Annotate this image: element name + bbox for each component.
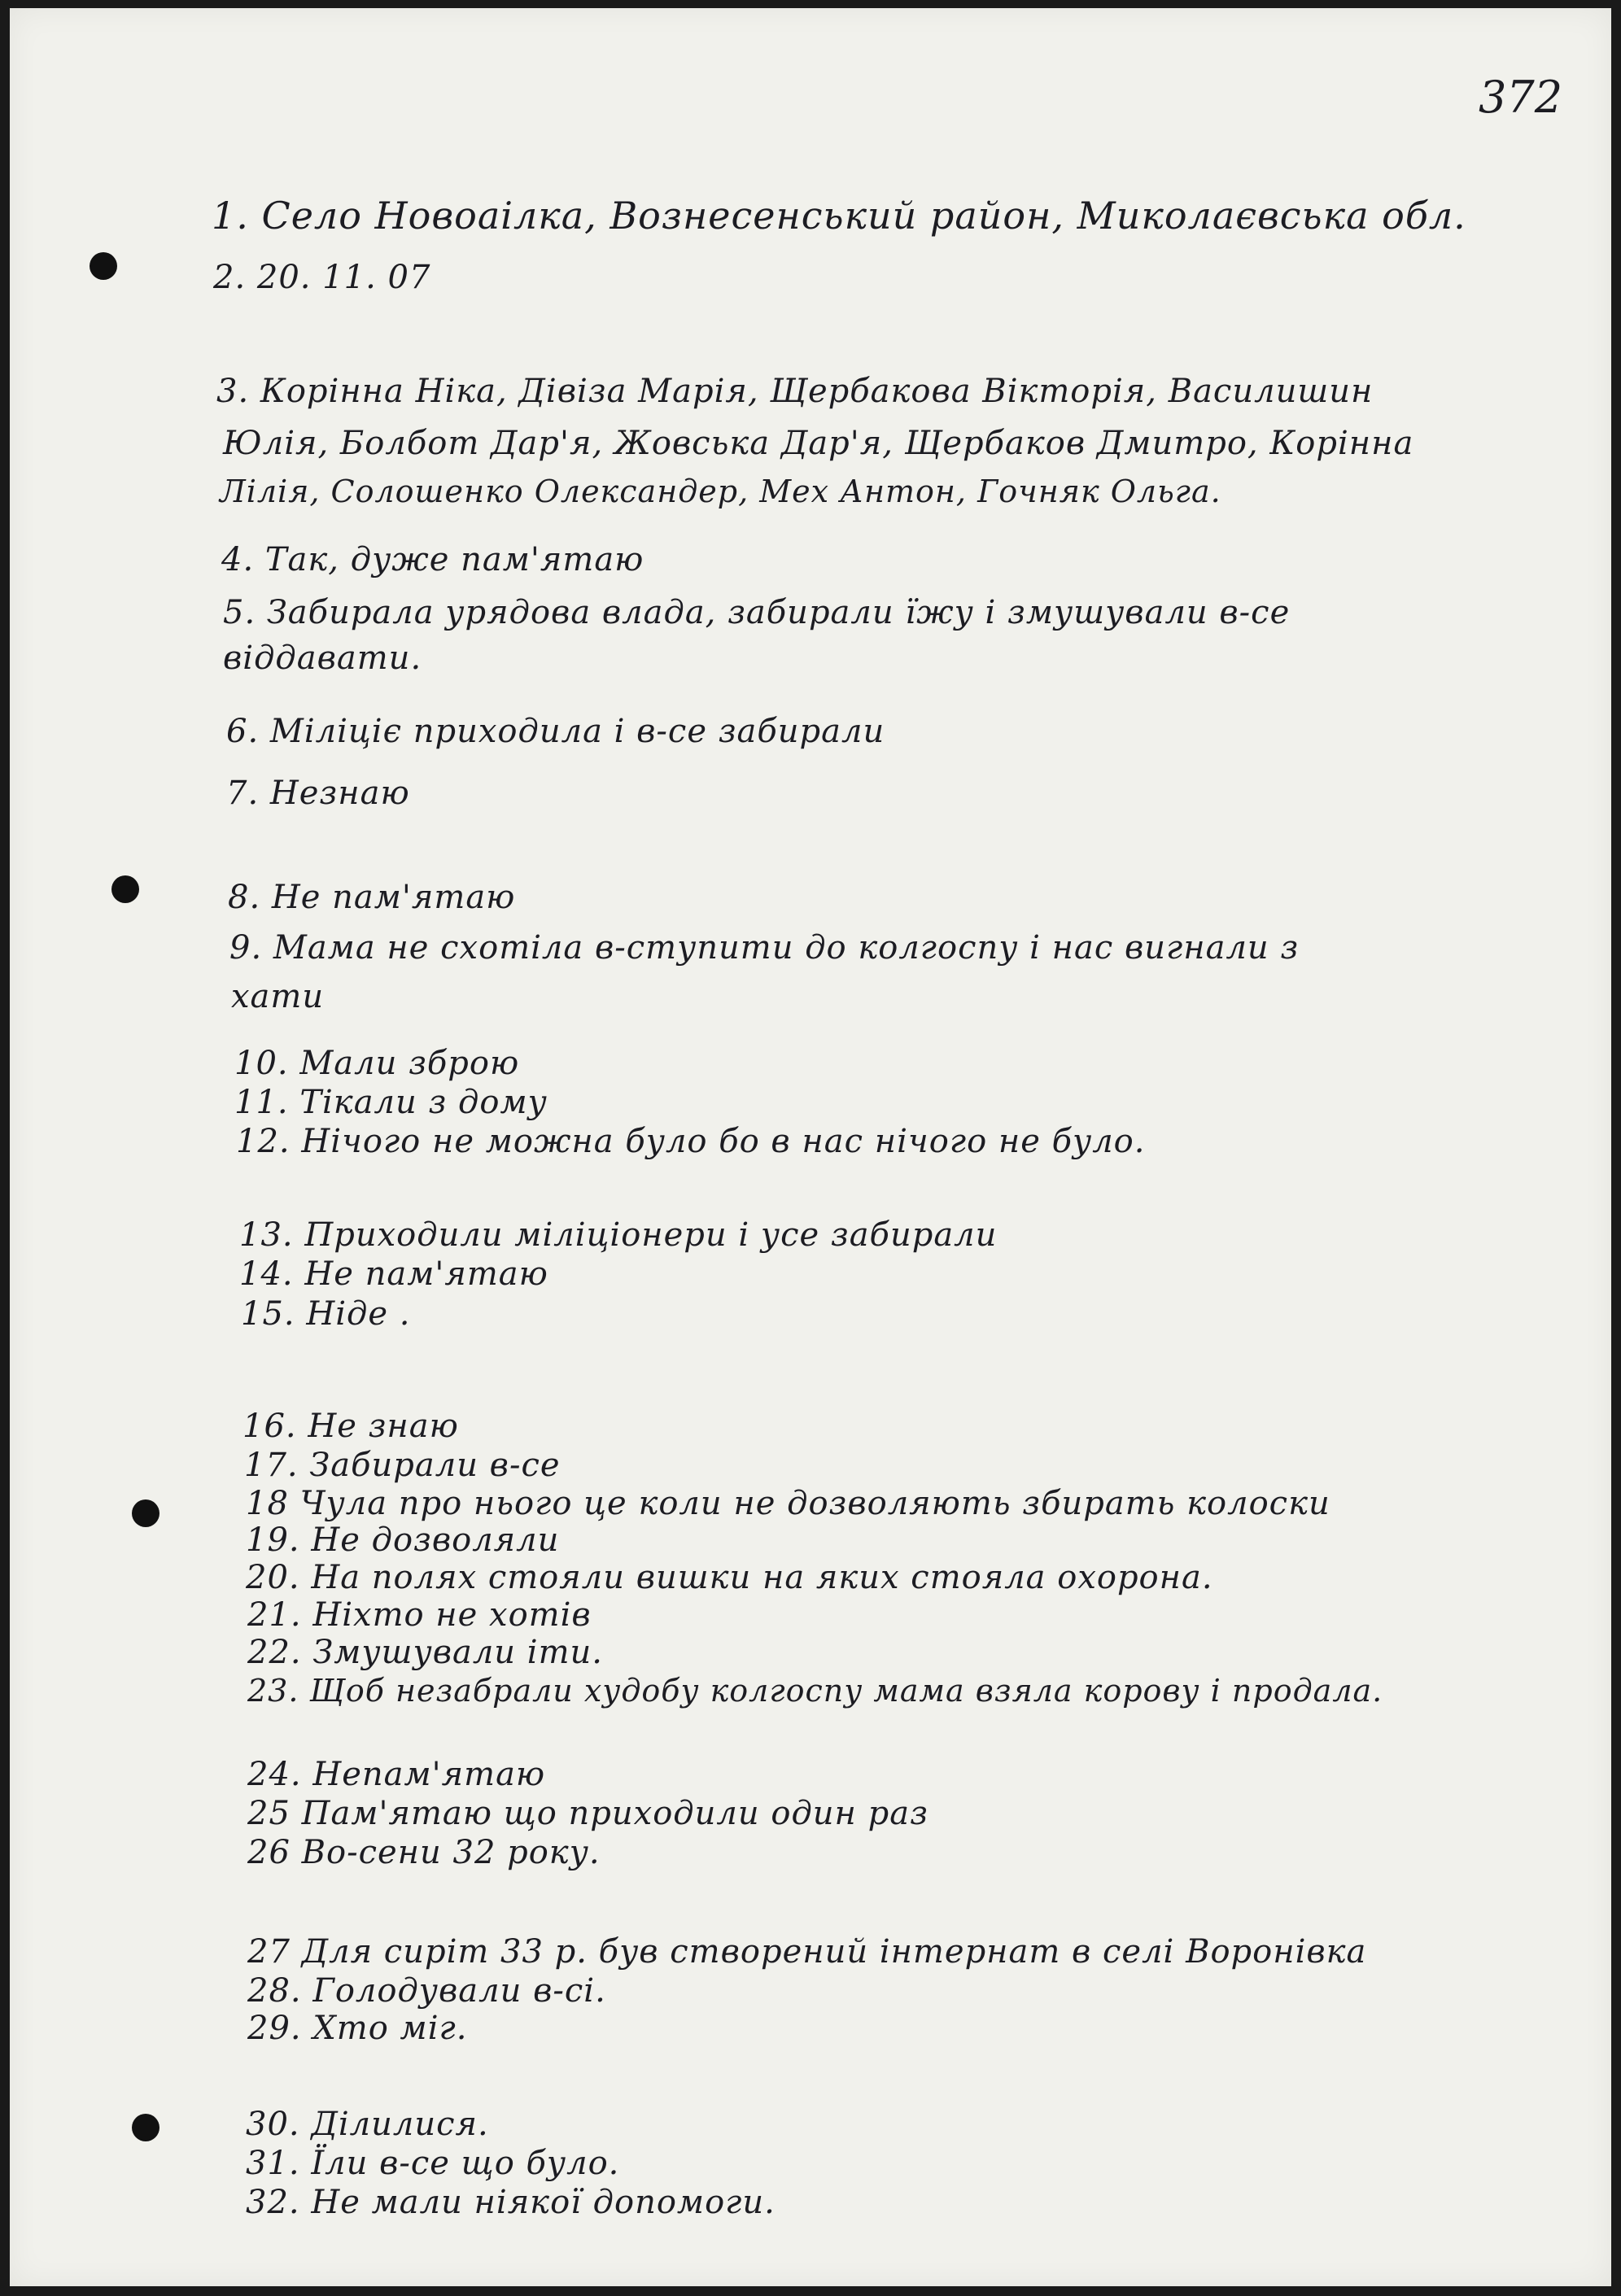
answer-line: 10. Мали зброю: [234, 1045, 520, 1082]
page-number: 372: [1479, 72, 1563, 123]
answer-line: 7. Незнаю: [226, 775, 410, 812]
answer-line: 13. Приходили міліціонери і усе забирали: [239, 1216, 998, 1254]
answer-line: 2. 20. 11. 07: [213, 259, 431, 296]
answer-line: 8. Не пам'ятаю: [228, 879, 516, 916]
answer-line: 15. Ніде .: [241, 1295, 411, 1333]
answer-line: 22. Змушували іти.: [247, 1634, 603, 1671]
answer-line: 19. Не дозволяли: [246, 1521, 560, 1559]
answer-line: 29. Хто міг.: [247, 2010, 468, 2047]
answer-line: Юлія, Болбот Дар'я, Жовська Дар'я, Щербаков Дмитро, Корінна: [223, 425, 1414, 462]
punch-hole: [132, 1499, 159, 1527]
answer-line: 1. Село Новоаілка, Вознесенський район, Миколаєвська обл.: [212, 194, 1466, 238]
answer-line: 17. Забирали в-се: [244, 1447, 561, 1484]
answer-line: 14. Не пам'ятаю: [239, 1255, 548, 1293]
answer-line: 6. Міліціє приходила і в-се забирали: [226, 713, 885, 750]
punch-hole: [90, 252, 117, 280]
answer-line: 23. Щоб незабрали худобу колгоспу мама взяла корову і продала.: [247, 1673, 1383, 1709]
answer-line: 20. На полях стояли вишки на яких стояла охорона.: [246, 1559, 1213, 1596]
answer-line: 11. Тікали з дому: [234, 1084, 548, 1121]
answer-line: 32. Не мали ніякої допомоги.: [246, 2184, 776, 2221]
answer-line: Лілія, Солошенко Олександер, Мех Антон, Гочняк Ольга.: [220, 474, 1221, 509]
answer-line: 5. Забирала урядова влада, забирали їжу і змушували в-се: [223, 594, 1291, 631]
answer-line: 9. Мама не схотіла в-ступити до колгоспу і нас вигнали з: [229, 929, 1300, 967]
answer-line: 12. Нічого не можна було бо в нас нічого не було.: [236, 1123, 1146, 1160]
document-page: [10, 8, 1611, 2286]
answer-line: 21. Ніхто не хотів: [247, 1596, 592, 1634]
answer-line: 30. Ділилися.: [246, 2106, 489, 2143]
answer-line: 25 Пам'ятаю що приходили один раз: [247, 1795, 928, 1832]
answer-line: 28. Голодували в-сі.: [247, 1972, 606, 2010]
answer-line: віддавати.: [223, 639, 422, 677]
punch-hole: [132, 2114, 159, 2141]
answer-line: 27 Для сиріт 33 р. був створений інтернат в селі Воронівка: [247, 1933, 1367, 1971]
punch-hole: [111, 875, 139, 903]
answer-line: 4. Так, дуже пам'ятаю: [221, 541, 644, 578]
answer-line: 3. Корінна Ніка, Дівіза Марія, Щербакова Вікторія, Василишин: [216, 373, 1374, 410]
answer-line: 18 Чула про нього це коли не дозволяють збирать колоски: [246, 1485, 1330, 1522]
answer-line: 24. Непам'ятаю: [247, 1756, 546, 1793]
answer-line: хати: [231, 978, 325, 1015]
answer-line: 26 Во-сени 32 року.: [247, 1834, 601, 1871]
answer-line: 31. Їли в-се що було.: [246, 2145, 620, 2182]
answer-line: 16. Не знаю: [242, 1408, 459, 1445]
